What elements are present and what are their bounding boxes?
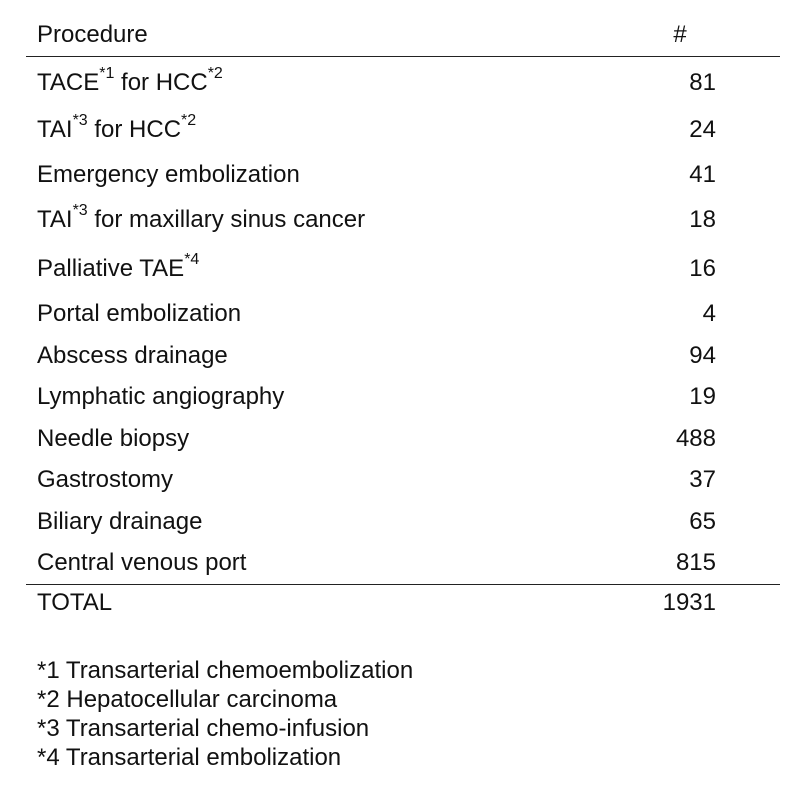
count-cell: 65 (689, 507, 716, 535)
count-cell: 4 (702, 300, 716, 328)
footnotes (37, 656, 413, 772)
count-cell: 19 (689, 383, 716, 411)
table-row (26, 56, 780, 105)
count-cell: 16 (689, 255, 716, 282)
procedure-table-container (26, 14, 780, 622)
table-row (26, 196, 780, 245)
procedure-cell: Emergency embolization (37, 160, 300, 188)
procedure-table (26, 14, 780, 622)
count-cell: 18 (689, 206, 716, 233)
footnote-2: *2 Hepatocellular carcinoma (37, 686, 338, 713)
count-cell: 41 (689, 160, 716, 188)
procedure-cell: Gastrostomy (37, 466, 174, 494)
count-cell: 815 (675, 549, 716, 576)
procedure-cell: Biliary drainage (37, 507, 203, 535)
count-cell: 81 (689, 68, 716, 96)
table-row (26, 377, 780, 419)
total-count: 1931 (532, 584, 780, 622)
procedure-cell: Abscess drainage (37, 341, 228, 369)
footnote-3: *3 Transarterial chemo-infusion (37, 715, 370, 742)
table-row (26, 335, 780, 377)
procedure-cell: TAI$^{*3}$ for HCC$^{*2}$ (37, 111, 197, 143)
table-row (26, 105, 780, 154)
footnote-1: *1 Transarterial chemoembolization (37, 657, 414, 684)
table-row (26, 154, 780, 196)
table-row (26, 501, 780, 543)
table-row (26, 460, 780, 502)
procedure-cell: Portal embolization (37, 300, 242, 328)
count-cell: 488 (675, 424, 716, 452)
table-row (26, 418, 780, 460)
procedure-cell: Central venous port (37, 549, 247, 576)
count-cell: 37 (689, 466, 716, 494)
total-row (26, 584, 780, 622)
count-cell: 94 (689, 341, 716, 369)
count-column-header: # (532, 14, 780, 56)
procedure-cell: Palliative TAE$^{*4}$ (37, 251, 200, 282)
table-row (26, 245, 780, 294)
count-cell: 24 (689, 115, 716, 143)
total-label: TOTAL (26, 584, 532, 622)
procedure-cell: TAI$^{*3}$ for maxillary sinus cancer (37, 202, 366, 233)
procedure-cell: Needle biopsy (37, 424, 190, 452)
table-header-row (26, 14, 780, 56)
table-row (26, 543, 780, 585)
footnote-4: *4 Transarterial embolization (37, 744, 342, 771)
procedure-column-header: Procedure (26, 14, 532, 56)
procedure-cell: TACE$^{*1}$ for HCC$^{*2}$ (37, 64, 223, 96)
table-row (26, 294, 780, 336)
procedure-cell: Lymphatic angiography (37, 383, 285, 411)
